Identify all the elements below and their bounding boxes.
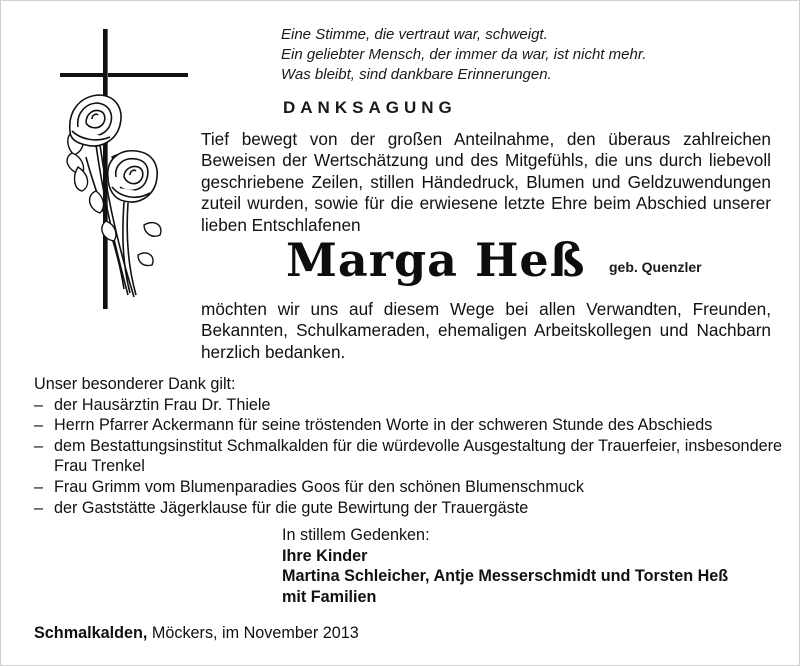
- list-item-text: Frau Grimm vom Blumenparadies Goos für den schönen Blumenschmuck: [54, 477, 584, 496]
- list-item: [34, 477, 784, 498]
- date-line: Möckers, im November 2013: [147, 624, 359, 642]
- special-thanks: [34, 374, 784, 518]
- remembrance-line: In stillem Gedenken:: [282, 526, 430, 544]
- signature-line: mit Familien: [282, 587, 377, 606]
- list-item-text: dem Bestattungsinstitut Schmalkalden für die würdevolle Ausgestaltung der Trauerfeier, insbesondere Frau Trenkel: [54, 436, 782, 476]
- list-item-text: der Hausärztin Frau Dr. Thiele: [54, 395, 271, 414]
- list-item-text: Herrn Pfarrer Ackermann für seine tröstenden Worte in der schweren Stunde des Abschieds: [54, 416, 713, 435]
- poem: [281, 25, 781, 85]
- list-item: [34, 395, 784, 416]
- deceased-name: Marga Heß: [286, 233, 586, 287]
- special-thanks-intro: Unser besonderer Dank gilt:: [34, 375, 236, 393]
- bullet-dash: –: [34, 395, 44, 414]
- cross-with-roses-icon: [56, 27, 196, 311]
- bullet-dash: –: [34, 498, 44, 517]
- list-item: [34, 436, 784, 477]
- special-thanks-list: [34, 395, 784, 519]
- place-date: [34, 623, 359, 643]
- bullet-dash: –: [34, 416, 44, 435]
- closing: [282, 525, 782, 607]
- intro-text: Tief bewegt von der großen Anteilnahme, den überaus zahlreichen Beweisen der Wertschätzung und des Mitgefühls, die uns durch liebevoll geschriebene Zeilen, stillen Händedruck, Blumen und Geldzuwendungen zuteil wurden, sowie für die erwiesene letzte Ehre beim Abschied unserer lieben Entschlafenen: [201, 129, 771, 235]
- thanks-text: möchten wir uns auf diesem Wege bei allen Verwandten, Freunden, Bekannten, Schulkameraden, ehemaligen Arbeitskollegen und Nachbarn herzlich bedanken.: [201, 299, 771, 362]
- signature-line: Martina Schleicher, Antje Messerschmidt und Torsten Heß: [282, 567, 729, 586]
- place: Schmalkalden,: [34, 624, 148, 642]
- birth-name: geb. Quenzler: [609, 259, 702, 275]
- bullet-dash: –: [34, 477, 44, 496]
- signature-line: Ihre Kinder: [282, 546, 368, 565]
- poem-line: Ein geliebter Mensch, der immer da war, ist nicht mehr.: [281, 46, 647, 63]
- list-item-text: der Gaststätte Jägerklause für die gute Bewirtung der Trauergäste: [54, 498, 529, 517]
- list-item: [34, 498, 784, 519]
- poem-line: Was bleibt, sind dankbare Erinnerungen.: [281, 66, 552, 83]
- poem-line: Eine Stimme, die vertraut war, schweigt.: [281, 26, 548, 43]
- bullet-dash: –: [34, 436, 44, 455]
- heading: DANKSAGUNG: [283, 98, 457, 117]
- list-item: [34, 415, 784, 436]
